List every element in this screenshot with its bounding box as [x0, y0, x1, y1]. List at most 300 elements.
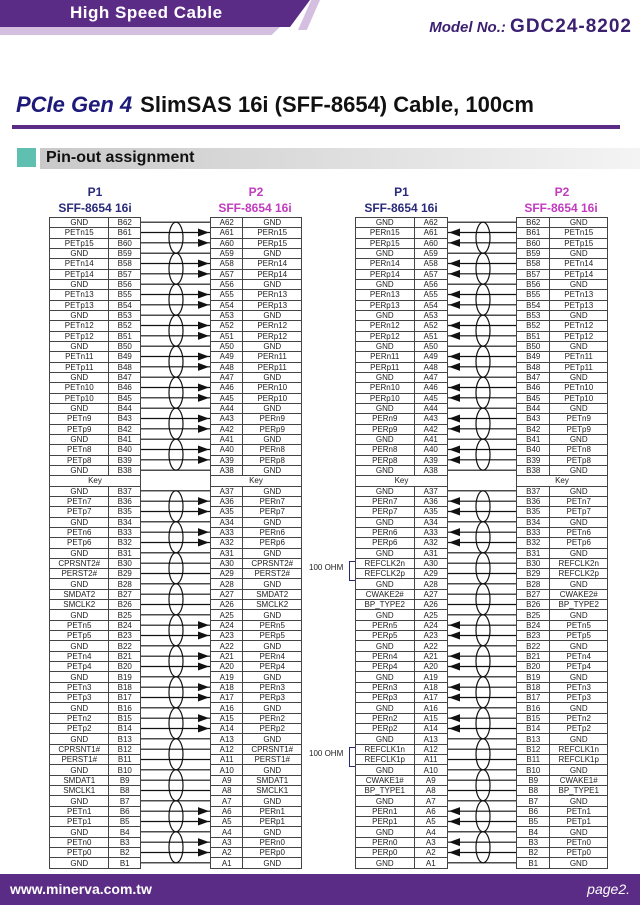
pin-number: A6	[414, 806, 447, 816]
resistor-label-refclk2: 100 OHM	[309, 563, 344, 572]
signal-name: PETp11	[50, 362, 109, 372]
arrow-right-icon	[198, 301, 209, 309]
signal-name: GND	[550, 579, 608, 589]
pin-number: A16	[211, 703, 243, 713]
pin-number: B42	[517, 424, 550, 434]
arrow-right-icon	[198, 818, 209, 826]
pin-number: B17	[109, 693, 141, 703]
signal-name: PERp5	[356, 631, 415, 641]
signal-name: PERn5	[356, 620, 415, 630]
signal-name: PERp10	[243, 393, 302, 403]
signal-name: REFCLK2p	[356, 569, 415, 579]
twisted-pair-icon	[169, 553, 183, 584]
twisted-pair-icon	[476, 770, 490, 801]
signal-name: PETp6	[550, 538, 608, 548]
pin-number: B59	[109, 248, 141, 258]
signal-name: PETp12	[550, 331, 608, 341]
arrow-right-icon	[198, 621, 209, 629]
signal-name: PERn8	[356, 445, 415, 455]
signal-name: GND	[243, 310, 302, 320]
signal-name: GND	[356, 548, 415, 558]
pin-number: A26	[414, 600, 447, 610]
pin-number: B1	[517, 858, 550, 868]
pin-number: B26	[109, 600, 141, 610]
signal-name: PERn3	[356, 682, 415, 692]
pin-number: A60	[211, 238, 243, 248]
signal-name: PETp0	[50, 848, 109, 858]
signal-name: GND	[356, 641, 415, 651]
signal-name: PERp12	[356, 331, 415, 341]
signal-name: PERp0	[243, 848, 302, 858]
signal-name: PETp3	[550, 693, 608, 703]
arrow-left-icon	[449, 394, 460, 402]
title-rest: SlimSAS 16i (SFF-8654) Cable, 100cm	[140, 92, 534, 117]
twisted-pair-icon	[476, 584, 490, 615]
pin-number: A8	[414, 786, 447, 796]
pin-number: B41	[517, 434, 550, 444]
arrow-left-icon	[449, 539, 460, 547]
arrow-left-icon	[449, 818, 460, 826]
signal-name: PETp4	[550, 662, 608, 672]
signal-name: GND	[243, 765, 302, 775]
twisted-pair-icon	[169, 584, 183, 615]
pin-number: A36	[211, 496, 243, 506]
title-gen: PCIe Gen 4	[16, 92, 133, 117]
right-p2-label: P2	[554, 185, 570, 199]
pin-number: A58	[211, 259, 243, 269]
arrow-right-icon	[198, 807, 209, 815]
pin-number: A37	[414, 486, 447, 496]
signal-name: GND	[243, 610, 302, 620]
arrow-right-icon	[198, 497, 209, 505]
twisted-pair-icon	[169, 408, 183, 439]
pin-number: B57	[517, 269, 550, 279]
pin-number: B4	[517, 827, 550, 837]
pin-number: B57	[109, 269, 141, 279]
pin-number: B49	[517, 352, 550, 362]
signal-name: PERp7	[356, 507, 415, 517]
pin-number: B41	[109, 434, 141, 444]
arrow-left-icon	[449, 683, 460, 691]
pin-number: B31	[109, 548, 141, 558]
signal-name: GND	[356, 796, 415, 806]
signal-name: GND	[550, 734, 608, 744]
arrow-right-icon	[198, 663, 209, 671]
pin-number: B42	[109, 424, 141, 434]
signal-name: PETp3	[50, 693, 109, 703]
pin-number: B6	[517, 806, 550, 816]
left-p1-type: SFF-8654 16i	[58, 201, 132, 215]
pin-number: A4	[414, 827, 447, 837]
signal-name: GND	[550, 827, 608, 837]
signal-name: PETp6	[50, 538, 109, 548]
pin-number: A17	[211, 693, 243, 703]
signal-name: CWAKE1#	[550, 775, 608, 785]
arrow-left-icon	[449, 632, 460, 640]
signal-name: PERST2#	[50, 569, 109, 579]
signal-name: PERn2	[356, 713, 415, 723]
signal-name: PETn8	[50, 445, 109, 455]
signal-name: GND	[243, 279, 302, 289]
pin-number: A57	[211, 269, 243, 279]
signal-name: BP_TYPE2	[550, 600, 608, 610]
signal-name: PETn12	[50, 321, 109, 331]
signal-name: GND	[243, 372, 302, 382]
arrow-left-icon	[449, 849, 460, 857]
arrow-right-icon	[198, 652, 209, 660]
signal-name: CWAKE1#	[356, 775, 415, 785]
signal-name: PERn9	[243, 414, 302, 424]
key-cell: Key	[50, 476, 141, 486]
pin-number: A58	[414, 259, 447, 269]
key-cell: Key	[211, 476, 302, 486]
signal-name: GND	[50, 403, 109, 413]
right-p1-label: P1	[394, 185, 409, 199]
pin-number: B21	[109, 651, 141, 661]
arrow-left-icon	[449, 425, 460, 433]
pin-number: A42	[414, 424, 447, 434]
pin-number: A5	[414, 817, 447, 827]
pin-number: A18	[414, 682, 447, 692]
signal-name: GND	[243, 403, 302, 413]
pin-number: A7	[211, 796, 243, 806]
signal-name: PETn5	[550, 620, 608, 630]
twisted-pair-icon	[476, 284, 490, 315]
pin-number: B9	[109, 775, 141, 785]
signal-name: GND	[50, 372, 109, 382]
pin-number: A35	[211, 507, 243, 517]
pin-number: B19	[517, 672, 550, 682]
signal-name: PERST1#	[243, 755, 302, 765]
pin-number: B34	[517, 517, 550, 527]
signal-name: PERn11	[356, 352, 415, 362]
signal-name: PETp1	[50, 817, 109, 827]
pin-number: A55	[211, 290, 243, 300]
pin-number: B48	[517, 362, 550, 372]
pin-number: A16	[414, 703, 447, 713]
pin-number: A30	[414, 558, 447, 568]
pin-number: A53	[211, 310, 243, 320]
arrow-right-icon	[198, 384, 209, 392]
pin-number: A31	[414, 548, 447, 558]
pin-number: B39	[517, 455, 550, 465]
pin-number: B54	[517, 300, 550, 310]
signal-name: CPRSNT2#	[50, 558, 109, 568]
pin-number: A54	[414, 300, 447, 310]
model-value: GDC24-8202	[510, 16, 632, 37]
signal-name: GND	[50, 465, 109, 475]
footer-url[interactable]: www.minerva.com.tw	[10, 881, 152, 897]
pin-number: B44	[109, 403, 141, 413]
arrow-right-icon	[198, 838, 209, 846]
pin-number: B13	[517, 734, 550, 744]
pin-number: B35	[517, 507, 550, 517]
signal-name: GND	[356, 827, 415, 837]
pin-number: B5	[109, 817, 141, 827]
pin-number: A22	[211, 641, 243, 651]
pin-number: B55	[109, 290, 141, 300]
key-cell: Key	[356, 476, 448, 486]
signal-name: GND	[356, 434, 415, 444]
signal-name: PERp10	[356, 393, 415, 403]
twisted-pair-icon	[169, 284, 183, 315]
pin-number: A23	[414, 631, 447, 641]
signal-name: PERST1#	[50, 755, 109, 765]
pin-number: A49	[414, 352, 447, 362]
signal-name: PERp2	[243, 724, 302, 734]
pin-number: B38	[109, 465, 141, 475]
signal-name: GND	[243, 703, 302, 713]
signal-name: GND	[356, 672, 415, 682]
pin-number: B9	[517, 775, 550, 785]
twisted-pair-icon	[169, 315, 183, 346]
pin-number: B55	[517, 290, 550, 300]
pin-number: B53	[517, 310, 550, 320]
signal-name: PETp13	[550, 300, 608, 310]
signal-name: PETn7	[50, 496, 109, 506]
signal-name: PETn14	[50, 259, 109, 269]
arrow-right-icon	[198, 725, 209, 733]
arrow-left-icon	[449, 332, 460, 340]
twisted-pair-icon	[476, 315, 490, 346]
signal-name: PETn13	[50, 290, 109, 300]
signal-name: SMCLK1	[243, 786, 302, 796]
signal-name: PERST2#	[243, 569, 302, 579]
arrow-right-icon	[198, 694, 209, 702]
pin-number: A46	[211, 383, 243, 393]
signal-name: GND	[550, 610, 608, 620]
signal-name: PERn0	[243, 837, 302, 847]
signal-name: GND	[550, 858, 608, 868]
pin-number: B2	[109, 848, 141, 858]
signal-name: PERp11	[356, 362, 415, 372]
pin-number: A24	[414, 620, 447, 630]
signal-name: GND	[243, 341, 302, 351]
pin-number: B10	[109, 765, 141, 775]
pin-number: A50	[414, 341, 447, 351]
pin-number: B46	[517, 383, 550, 393]
signal-name: PERp9	[243, 424, 302, 434]
twisted-pair-icon	[169, 491, 183, 522]
signal-name: REFCLK1p	[550, 755, 608, 765]
pin-number: B39	[109, 455, 141, 465]
pin-number: B29	[109, 569, 141, 579]
arrow-left-icon	[449, 384, 460, 392]
pin-number: B25	[517, 610, 550, 620]
arrow-right-icon	[198, 714, 209, 722]
signal-name: PETn5	[50, 620, 109, 630]
pin-number: B28	[109, 579, 141, 589]
pin-number: B48	[109, 362, 141, 372]
twisted-pair-icon	[476, 491, 490, 522]
pin-number: A21	[211, 651, 243, 661]
signal-name: PETp5	[550, 631, 608, 641]
signal-name: PERp14	[356, 269, 415, 279]
signal-name: GND	[243, 248, 302, 258]
signal-name: GND	[50, 218, 109, 228]
pin-number: B59	[517, 248, 550, 258]
signal-name: PETp2	[50, 724, 109, 734]
signal-name: GND	[50, 734, 109, 744]
signal-name: BP_TYPE2	[356, 600, 415, 610]
signal-name: CPRSNT1#	[50, 744, 109, 754]
signal-name: PETn9	[550, 414, 608, 424]
arrow-left-icon	[449, 497, 460, 505]
signal-name: PERn4	[356, 651, 415, 661]
pin-number: A59	[414, 248, 447, 258]
pin-number: A27	[414, 589, 447, 599]
signal-name: PERp14	[243, 269, 302, 279]
signal-name: GND	[550, 341, 608, 351]
pin-number: B13	[109, 734, 141, 744]
signal-name: GND	[356, 517, 415, 527]
pin-number: A1	[211, 858, 243, 868]
signal-name: PERn7	[356, 496, 415, 506]
pin-number: A32	[211, 538, 243, 548]
left-p1-label: P1	[87, 185, 103, 199]
signal-name: PERp5	[243, 631, 302, 641]
arrow-left-icon	[449, 363, 460, 371]
signal-name: GND	[356, 341, 415, 351]
pin-number: A52	[211, 321, 243, 331]
arrow-left-icon	[449, 291, 460, 299]
pin-number: A56	[414, 279, 447, 289]
page-number: page2.	[587, 881, 630, 897]
pin-number: B8	[517, 786, 550, 796]
signal-name: PETp13	[50, 300, 109, 310]
signal-name: GND	[550, 372, 608, 382]
pin-number: B56	[109, 279, 141, 289]
signal-name: GND	[50, 858, 109, 868]
signal-name: GND	[356, 248, 415, 258]
signal-name: CWAKE2#	[356, 589, 415, 599]
pin-number: B16	[517, 703, 550, 713]
pin-number: B3	[517, 837, 550, 847]
pin-number: A9	[211, 775, 243, 785]
arrow-right-icon	[198, 528, 209, 536]
arrow-right-icon	[198, 683, 209, 691]
pin-number: A38	[211, 465, 243, 475]
pin-number: A34	[211, 517, 243, 527]
signal-name: PETn13	[550, 290, 608, 300]
pin-number: B36	[517, 496, 550, 506]
signal-name: GND	[50, 641, 109, 651]
pin-number: A49	[211, 352, 243, 362]
signal-name: SMCLK2	[50, 600, 109, 610]
resistor-bracket-refclk2	[349, 561, 355, 581]
arrow-left-icon	[449, 415, 460, 423]
signal-name: PETp15	[50, 238, 109, 248]
twisted-pair-icon	[169, 646, 183, 677]
signal-name: PERn9	[356, 414, 415, 424]
arrow-right-icon	[198, 394, 209, 402]
signal-name: GND	[356, 310, 415, 320]
pin-number: A38	[414, 465, 447, 475]
signal-name: PETp9	[50, 424, 109, 434]
signal-name: PETp0	[550, 848, 608, 858]
arrow-right-icon	[198, 322, 209, 330]
signal-name: GND	[243, 672, 302, 682]
pin-number: A29	[211, 569, 243, 579]
signal-name: PERn14	[243, 259, 302, 269]
signal-name: SMDAT1	[50, 775, 109, 785]
signal-name: PETp10	[550, 393, 608, 403]
signal-name: GND	[50, 796, 109, 806]
signal-name: GND	[550, 310, 608, 320]
pin-number: B51	[517, 331, 550, 341]
signal-name: PETn3	[550, 682, 608, 692]
pin-number: B6	[109, 806, 141, 816]
twisted-pair-icon	[169, 739, 183, 770]
twisted-pair-icon	[169, 346, 183, 377]
signal-name: PERn10	[356, 383, 415, 393]
pin-number: B61	[517, 228, 550, 238]
pin-number: A40	[414, 445, 447, 455]
signal-name: GND	[550, 218, 608, 228]
signal-name: PERn15	[243, 228, 302, 238]
pin-number: A60	[414, 238, 447, 248]
pin-number: A51	[414, 331, 447, 341]
pin-number: A7	[414, 796, 447, 806]
signal-name: PETn2	[550, 713, 608, 723]
signal-name: PETn12	[550, 321, 608, 331]
pin-number: A45	[211, 393, 243, 403]
pin-number: B7	[109, 796, 141, 806]
pin-number: B23	[517, 631, 550, 641]
arrow-left-icon	[449, 725, 460, 733]
pin-number: B58	[517, 259, 550, 269]
signal-name: GND	[550, 672, 608, 682]
twisted-pair-icon	[169, 439, 183, 470]
pin-number: B3	[109, 837, 141, 847]
arrow-right-icon	[198, 632, 209, 640]
pin-number: A35	[414, 507, 447, 517]
right-p2-type: SFF-8654 16i	[524, 201, 598, 215]
pin-number: A29	[414, 569, 447, 579]
pin-number: A30	[211, 558, 243, 568]
signal-name: PETp15	[550, 238, 608, 248]
pin-number: B28	[517, 579, 550, 589]
signal-name: PERn11	[243, 352, 302, 362]
arrow-right-icon	[198, 332, 209, 340]
signal-name: PETp10	[50, 393, 109, 403]
signal-name: PERn13	[356, 290, 415, 300]
signal-name: GND	[356, 579, 415, 589]
signal-name: GND	[243, 517, 302, 527]
twisted-pair-icon	[476, 832, 490, 863]
pin-number: A10	[414, 765, 447, 775]
pin-number: A13	[414, 734, 447, 744]
pin-number: A36	[414, 496, 447, 506]
pin-number: B40	[109, 445, 141, 455]
signal-name: GND	[243, 641, 302, 651]
pin-number: A10	[211, 765, 243, 775]
signal-name: PETn10	[50, 383, 109, 393]
signal-name: BP_TYPE1	[550, 786, 608, 796]
twisted-pair-icon	[476, 677, 490, 708]
arrow-right-icon	[198, 425, 209, 433]
signal-name: GND	[243, 858, 302, 868]
pin-number: A39	[211, 455, 243, 465]
twisted-pair-icon	[169, 615, 183, 646]
arrow-left-icon	[449, 652, 460, 660]
arrow-right-icon	[198, 539, 209, 547]
signal-name: CWAKE2#	[550, 589, 608, 599]
pin-number: B12	[517, 744, 550, 754]
arrow-left-icon	[449, 714, 460, 722]
signal-name: PETn11	[50, 352, 109, 362]
pin-number: A61	[414, 228, 447, 238]
